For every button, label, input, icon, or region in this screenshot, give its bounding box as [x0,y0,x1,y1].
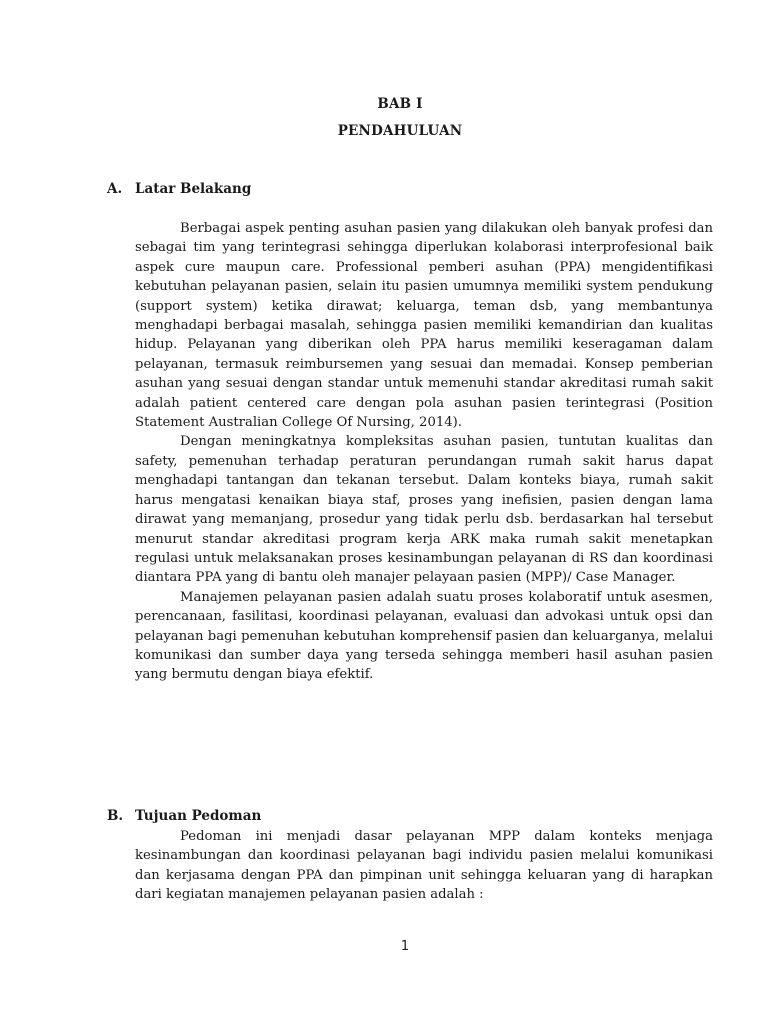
section-title: Tujuan Pedoman [135,808,262,824]
paragraph: Dengan meningkatnya kompleksitas asuhan pasien, tuntutan kualitas dan safety, pemenuhan terhadap peraturan perundangan rumah sakit harus dapat menghadapi tantangan dan tekanan tersebut. Dalam konteks biaya, rumah sakit harus mengatasi kenaikan biaya staf, proses yang inefisien, pasien dengan lama dirawat yang memanjang, prosedur yang tidak perlu dsb. berdasarkan hal tersebut menurut standar akreditasi program kerja ARK maka rumah sakit menetapkan regulasi untuk melaksanakan proses kesinambungan pelayanan di RS dan koordinasi diantara PPA yang di bantu oleh manajer pelayaan pasien (MPP)/ Case Manager. [135,434,713,586]
section-letter: B. [107,808,124,824]
paragraph: Manajemen pelayanan pasien adalah suatu proses kolaboratif untuk asesmen, perencanaan, fasilitasi, koordinasi pelayanan, evaluasi dan advokasi untuk opsi dan pelayanan bagi pemenuhan kebutuhan komprehensif pasien dan keluarganya, melalui komunikasi dan sumber daya yang terseda sehingga memberi hasil asuhan pasien yang bermutu dengan biaya efektif. [135,589,713,683]
paragraph: Pedoman ini menjadi dasar pelayanan MPP dalam konteks menjaga kesinambungan dan koordinasi pelayanan bagi individu pasien melalui komunikasi dan kerjasama dengan PPA dan pimpinan unit sehingga keluaran yang di harapkan dari kegiatan manajemen pelayanan pasien adalah : [135,829,713,903]
section-letter: A. [107,181,123,197]
section-body-latar-belakang [135,219,713,685]
page-number: 1 [400,939,410,954]
section-heading-latar-belakang [107,181,251,197]
chapter-number: BAB I [377,96,423,112]
section-body-tujuan-pedoman [135,827,713,905]
chapter-title: PENDAHULUAN [337,123,463,139]
section-heading-tujuan-pedoman [107,808,261,824]
section-title: Latar Belakang [135,181,252,197]
paragraph: Berbagai aspek penting asuhan pasien yang dilakukan oleh banyak profesi dan sebagai tim yang terintegrasi sehingga diperlukan kolaborasi interprofesional baik aspek cure maupun care. Professional pemberi asuhan (PPA) mengidentifikasi kebutuhan pelayanan pasien, selain itu pasien umumnya memiliki system pendukung (support system) ketika dirawat; keluarga, teman dsb, yang membantunya menghadapi berbagai masalah, sehingga pasien memiliki kemandirian dan kualitas hidup. Pelayanan yang diberikan oleh PPA harus memiliki keseragaman dalam pelayanan, termasuk reimbursemen yang sesuai dan memadai. Konsep pemberian asuhan yang sesuai dengan standar untuk memenuhi standar akreditasi rumah sakit adalah patient centered care dengan pola asuhan pasien terintegrasi (Position Statement Australian College Of Nursing, 2014). [135,221,713,431]
